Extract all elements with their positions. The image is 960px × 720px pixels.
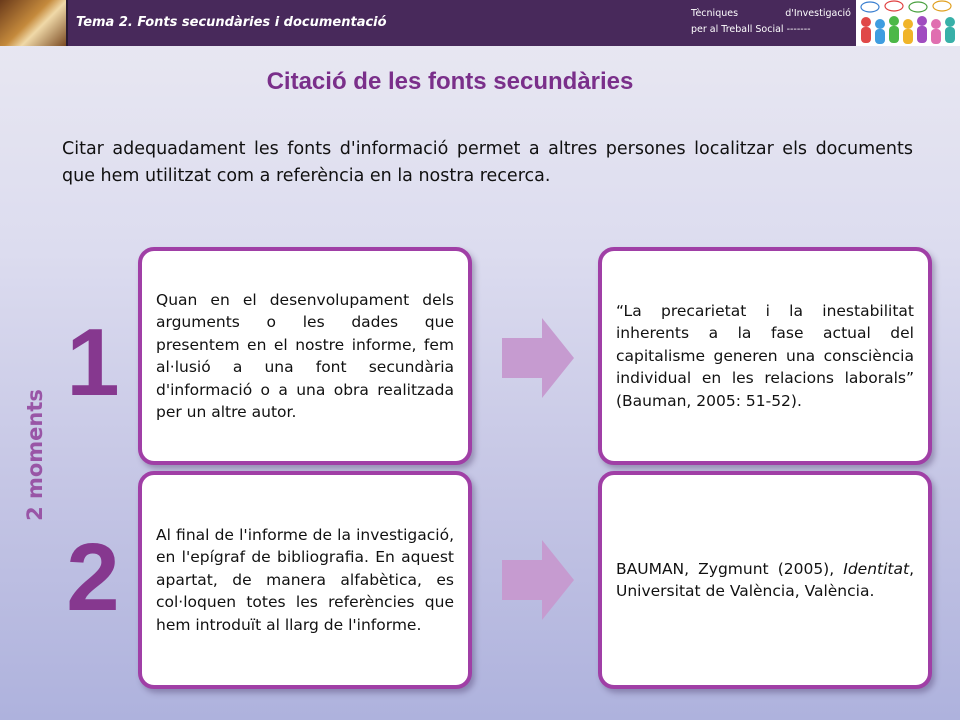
subject-line-1: Tècniques d'Investigació [691,8,851,19]
reference-author: BAUMAN, Zygmunt (2005), [616,559,844,578]
subject-line-2: per al Treball Social ------- [691,24,811,35]
reference-publisher: , Universitat de València, València. [616,559,914,600]
moment-2-example [616,558,914,603]
intro-paragraph: Citar adequadament les fonts d'informació permet a altres persones localitzar els documents que hem utilitzat com a referència en la nostra recerca. [62,139,913,186]
moment-2-description-card [138,471,472,689]
arrow-right-icon [500,538,576,622]
moment-1-number: 1 [66,309,120,416]
side-label-text: 2 moments [23,389,47,521]
header-bar [0,0,960,46]
page-title: Citació de les fonts secundàries [266,68,634,95]
moment-2-description: Al final de l'informe de la investigació, en l'epígraf de bibliografia. En aquest apartat, de manera alfabètica, es col·loquen totes les referències que hem introduït al llarg de l'informe. [156,525,454,634]
reference-title: Identitat [843,559,910,578]
moment-2-number: 2 [66,524,120,631]
subject-label [691,6,851,42]
moment-1-example-card [598,247,932,465]
moment-1-example: “La precarietat i la inestabilitat inherents a la fase actual del capitalisme generen una consciència individual en les relacions laborals” (Bauman, 2005: 51-52). [616,301,914,410]
arrow-right-icon [500,316,576,400]
books-image [0,0,68,46]
moment-1-description-card [138,247,472,465]
people-speech-bubbles-image [856,0,960,46]
moment-2-example-card [598,471,932,689]
side-label [20,380,50,530]
tema-title: Tema 2. Fonts secundàries i documentació [76,15,387,30]
moment-1-description: Quan en el desenvolupament dels arguments o les dades que presentem en el nostre informe, fem al·lusió a una font secundària d'informació o a una obra realitzada per un altre autor. [156,290,454,421]
